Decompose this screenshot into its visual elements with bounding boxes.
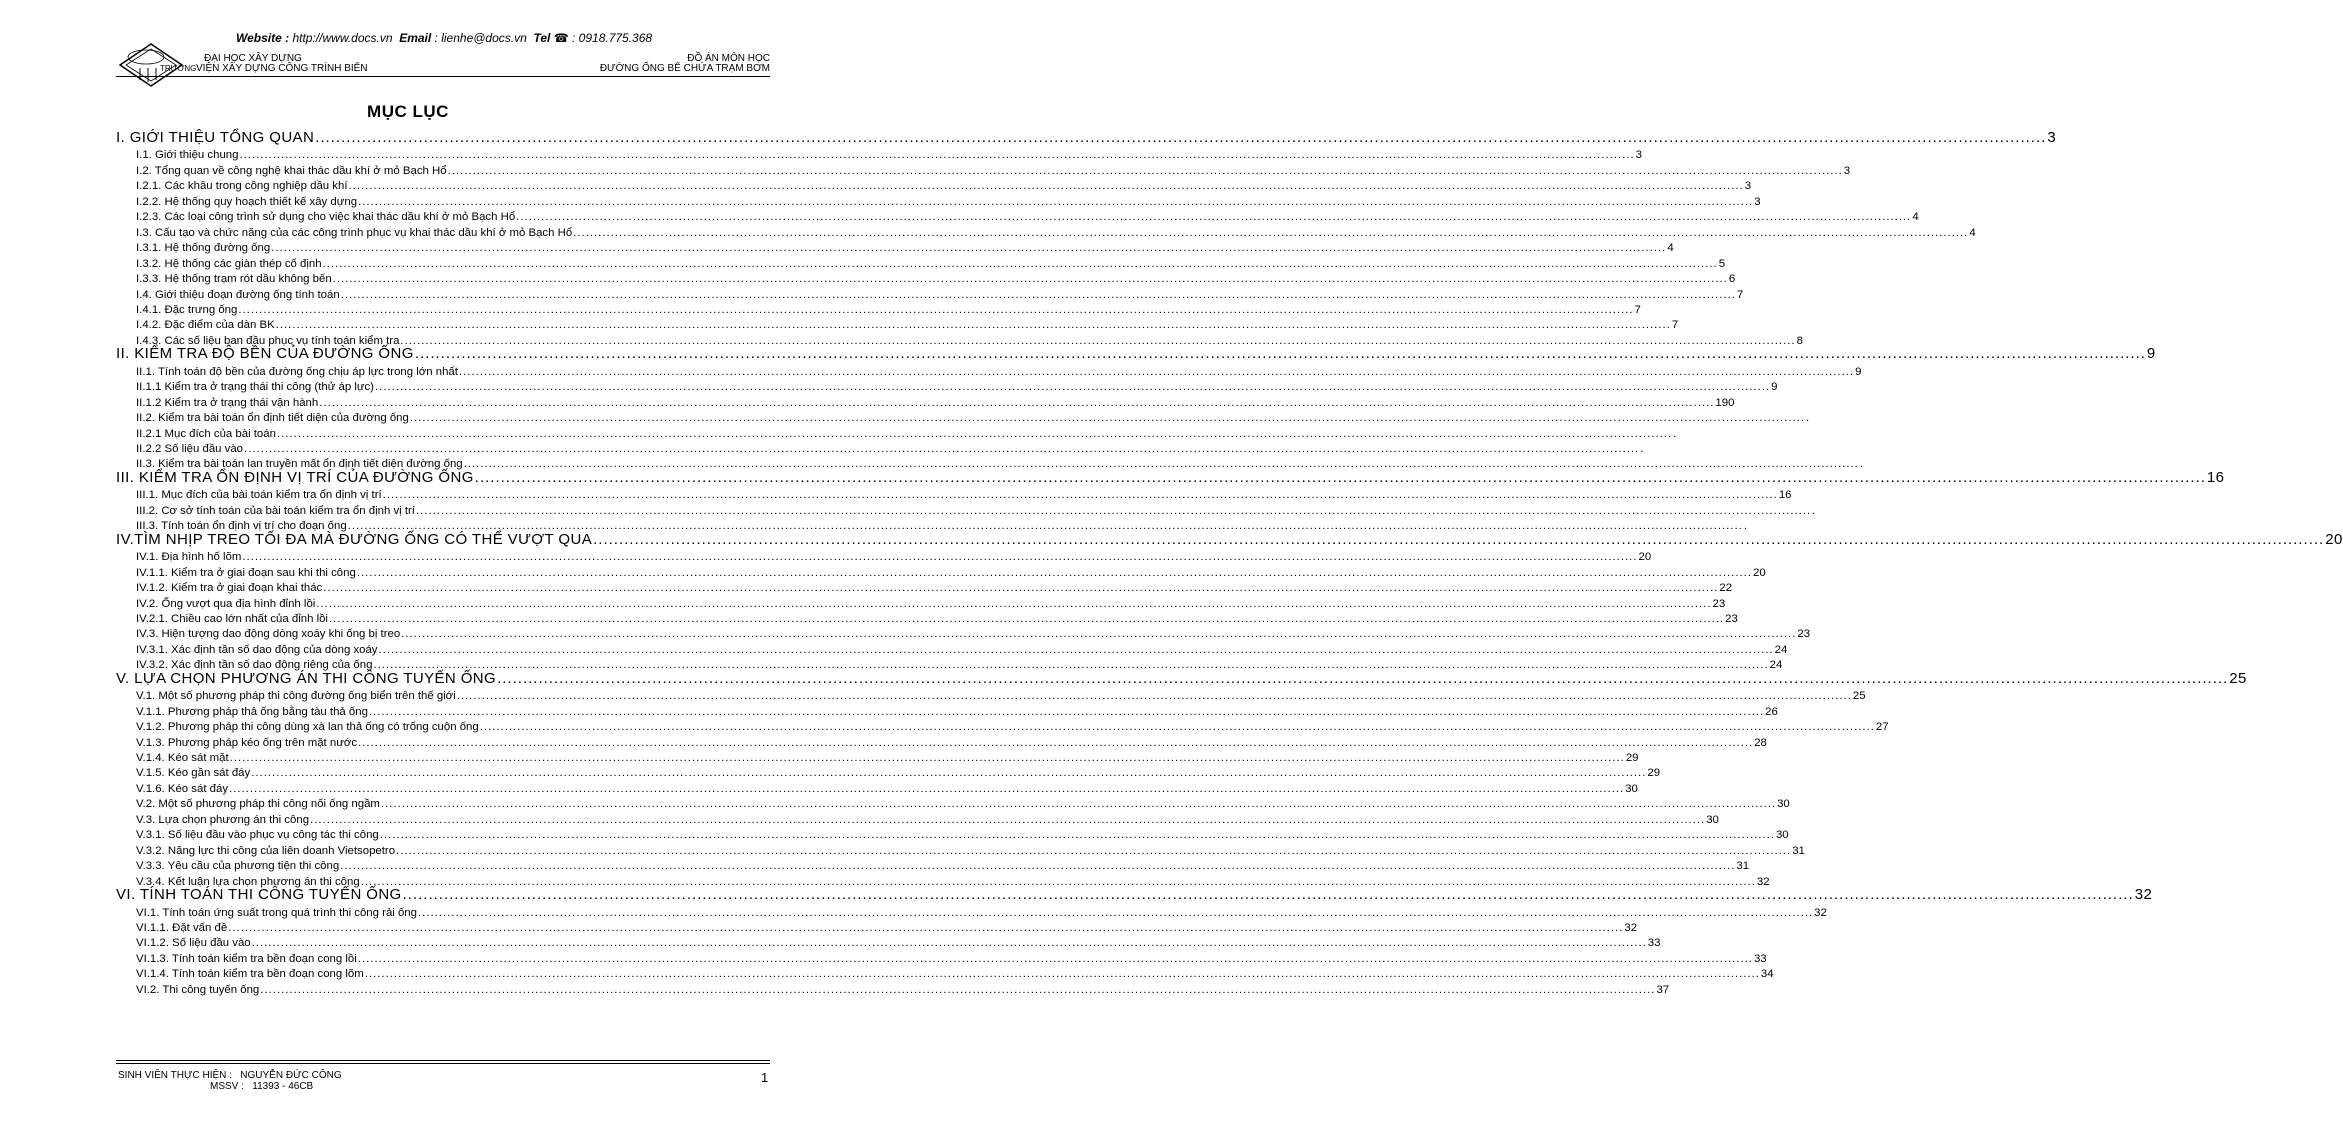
toc-entry-page: 32 [2134, 886, 2153, 903]
toc-dot-leader [459, 366, 1854, 378]
toc-dot-leader [310, 814, 1705, 826]
toc-entry-title: III. KIỂM TRA ỔN ĐỊNH VỊ TRÍ CỦA ĐƯỜNG ỐNG [116, 468, 474, 486]
toc-dot-leader [239, 149, 1634, 161]
toc-entry-title: I.3. Cấu tạo và chức năng của các công trình phục vụ khai thác dầu khí ở mỏ Bạch Hổ [136, 226, 573, 239]
toc-entry-page: 23 [1725, 613, 1738, 625]
footer-divider-second [116, 1063, 770, 1064]
toc-entry-page: 20 [1638, 551, 1652, 564]
toc-entry-page: 4 [1912, 211, 1919, 224]
toc-entry-page: 6 [1728, 273, 1736, 285]
toc-entry-title: II. KIỂM TRA ĐỘ BỀN CỦA ĐƯỜNG ỐNG [116, 345, 414, 363]
website-url[interactable]: http://www.docs.vn [292, 31, 393, 45]
toc-entry-page: 32 [1814, 906, 1827, 919]
toc-entry-page: 7 [1671, 319, 1679, 332]
toc-entry-title: I.4.1. Đặc trưng ống [136, 303, 238, 316]
toc-entry-page: 20 [2325, 530, 2343, 548]
toc-dot-leader [410, 412, 1805, 424]
toc-dot-leader [401, 628, 1796, 640]
toc-subsection-entry[interactable] [136, 736, 1767, 749]
toc-entry-title: II.2.1 Mục đích của bài toán [136, 427, 276, 440]
toc-entry-title: I.2.3. Các loại công trình sử dụng cho việc khai thác dầu khí ở mỏ Bạch Hổ [136, 211, 516, 224]
toc-entry-title: III.3. Tính toán ổn định vị trí cho đoạn ống [136, 520, 347, 533]
toc-section-entry[interactable] [116, 530, 2343, 548]
toc-section-entry[interactable] [116, 669, 2247, 687]
toc-entry-page: 22 [1719, 582, 1733, 594]
toc-subsection-entry[interactable] [136, 381, 1778, 394]
toc-dot-leader [323, 582, 1718, 594]
toc-entry-title: I.2.1. Các khâu trong công nghiệp dầu khí [136, 180, 348, 193]
toc-subsection-entry[interactable] [136, 303, 1641, 316]
toc-dot-leader [375, 381, 1770, 393]
toc-entry-page: 16 [2206, 468, 2225, 486]
footer-student-info [118, 1070, 342, 1092]
toc-entry-title: VI.1.3. Tính toán kiểm tra bền đoạn cong lồi [136, 952, 357, 965]
toc-entry-title: V.1.5. Kéo gần sát đáy [136, 767, 251, 780]
toc-entry-page: 16 [1778, 489, 1792, 502]
toc-entry-page: 24 [1774, 643, 1788, 656]
toc-entry-page: 20 [1752, 566, 1766, 579]
toc-entry-title: III.1. Mục đích của bài toán kiểm tra ổn định vị trí [136, 489, 382, 502]
toc-subsection-entry[interactable] [136, 844, 1805, 857]
toc-entry-page: 30 [1777, 798, 1790, 811]
toc-subsection-entry[interactable] [136, 396, 1735, 409]
toc-entry-page: 32 [1624, 921, 1638, 934]
toc-dot-leader [369, 706, 1764, 718]
toc-entry-title: V.1. Một số phương pháp thi công đường ống biển trên thế giới [136, 690, 456, 703]
toc-subsection-entry[interactable] [136, 628, 1811, 641]
toc-dot-leader [396, 845, 1791, 857]
toc-subsection-entry[interactable] [136, 813, 1719, 826]
toc-dot-leader [230, 752, 1625, 764]
toc-subsection-entry[interactable] [136, 195, 1761, 208]
toc-entry-page: 7 [1634, 303, 1641, 316]
toc-dot-leader [358, 737, 1753, 749]
toc-entry-title: V.3.3. Yêu cầu của phương tiện thi công [136, 860, 340, 873]
toc-entry-page: 7 [1736, 288, 1744, 301]
toc-entry-title: IV.2. Ống vượt qua địa hình đỉnh lồi [136, 597, 316, 610]
toc-entry-title: IV.3. Hiện tượng dao động dòng xoáy khi ống bị treo [136, 628, 401, 641]
toc-dot-leader [229, 783, 1624, 795]
toc-entry-title: IV.1. Địa hình hố lõm [136, 551, 242, 564]
toc-dot-leader [341, 289, 1736, 301]
toc-entry-page: 31 [1736, 860, 1750, 873]
toc-entry-page: 34 [1760, 968, 1774, 981]
toc-entry-page: 25 [2229, 669, 2247, 687]
toc-dot-leader [319, 397, 1714, 409]
toc-entry-title: VI. TÍNH TOÁN THI CÔNG TUYẾN ỐNG [116, 886, 402, 903]
mssv-label: MSSV : [210, 1081, 244, 1092]
toc-entry-title: VI.1.4. Tính toán kiểm tra bền đoạn cong lõm [136, 968, 364, 981]
toc-dot-leader [315, 129, 2046, 146]
toc-subsection-entry[interactable] [136, 566, 1766, 579]
toc-entry-title: V.2. Một số phương pháp thi công nối ống ngầm [136, 798, 380, 811]
tel-label: Tel [533, 31, 551, 45]
toc-section-entry[interactable] [116, 886, 2153, 903]
toc-subsection-entry[interactable] [136, 504, 1816, 517]
toc-entry-page: 32 [1756, 875, 1770, 888]
toc-entry-page: 24 [1769, 659, 1783, 672]
toc-subsection-entry[interactable] [136, 721, 1889, 734]
toc-dot-leader [244, 443, 1639, 455]
toc-dot-leader [357, 567, 1752, 579]
toc-entry-title: IV.3.2. Xác định tần số dao động riêng của ống [136, 659, 373, 672]
toc-subsection-entry[interactable] [136, 798, 1790, 811]
toc-dot-leader [252, 937, 1647, 949]
toc-entry-title: II.2.2 Số liệu đầu vào [136, 443, 244, 455]
toc-entry-page: 33 [1647, 937, 1661, 950]
toc-subsection-entry[interactable] [136, 164, 1851, 177]
toc-dot-leader [457, 690, 1852, 702]
toc-entry-page: 27 [1875, 721, 1889, 734]
toc-entry-title: I.2.2. Hệ thống quy hoạch thiết kế xây dựng [136, 195, 358, 208]
toc-subsection-entry[interactable] [136, 443, 1644, 455]
toc-subsection-entry[interactable] [136, 921, 1638, 934]
toc-entry-page: . [1806, 412, 1810, 425]
toc-dot-leader [415, 345, 2146, 362]
toc-entry-title: IV.1.2. Kiểm tra ở giai đoạn khai thác [136, 582, 323, 594]
toc-subsection-entry[interactable] [136, 767, 1661, 780]
toc-entry-title: II.1.2 Kiểm tra ở trạng thái vận hành [136, 396, 319, 409]
toc-subsection-entry[interactable] [136, 782, 1638, 795]
toc-subsection-entry[interactable] [136, 211, 1919, 224]
toc-subsection-entry[interactable] [136, 365, 1862, 378]
toc-entry-page: . [1859, 458, 1863, 471]
toc-entry-title: VI.1.1. Đặt vấn đề [136, 921, 228, 934]
toc-subsection-entry[interactable] [136, 643, 1788, 656]
toc-entry-title: I.3.1. Hệ thống đường ống [136, 242, 271, 255]
toc-dot-leader [277, 428, 1672, 440]
toc-entry-page: 30 [1625, 782, 1638, 795]
toc-subsection-entry[interactable] [136, 149, 1642, 162]
toc-subsection-entry[interactable] [136, 273, 1736, 285]
toc-subsection-entry[interactable] [136, 412, 1810, 425]
toc-entry-page: 23 [1712, 597, 1726, 610]
toc-entry-page: 9 [1855, 365, 1862, 378]
student-label: SINH VIÊN THỰC HIỆN : [118, 1070, 232, 1081]
website-label: Website : [236, 31, 290, 45]
footer-divider [116, 1060, 770, 1061]
toc-entry-title: VI.1.2. Số liệu đầu vào [136, 937, 251, 950]
toc-entry-page: 29 [1625, 752, 1639, 764]
toc-dot-leader [242, 551, 1637, 563]
toc-subsection-entry[interactable] [136, 752, 1639, 764]
toc-entry-page: 3 [1635, 149, 1642, 162]
toc-entry-title: V.3. Lựa chọn phương án thi công [136, 813, 310, 826]
toc-dot-leader [260, 984, 1655, 996]
student-name: NGUYỄN ĐỨC CÔNG [240, 1070, 342, 1081]
page-number: 1 [761, 1070, 769, 1085]
toc-dot-leader [379, 644, 1774, 656]
toc-subsection-entry[interactable] [136, 242, 1674, 255]
toc-entry-title: VI.1. Tính toán ứng suất trong quá trình thi công rải ống [136, 906, 417, 919]
toc-entry-title: I. GIỚI THIỆU TỔNG QUAN [116, 129, 315, 146]
toc-entry-title: II.2. Kiểm tra bài toán ổn định tiết diện của đường ống [136, 412, 409, 425]
toc-entry-title: II.3. Kiểm tra bài toán lan truyền mất ổn định tiết diện đường ống [136, 458, 463, 471]
toc-dot-leader [329, 613, 1724, 625]
toc-dot-leader [497, 670, 2228, 687]
toc-dot-leader [516, 211, 1911, 223]
toc-entry-page: 9 [2146, 345, 2156, 363]
toc-entry-title: V. LỰA CHỌN PHƯƠNG ÁN THI CÔNG TUYẾN ỐNG [116, 669, 497, 687]
toc-dot-leader [251, 767, 1646, 779]
toc-entry-title: II.1.1 Kiểm tra ở trạng thái thi công (thử áp lực) [136, 381, 374, 394]
toc-subsection-entry[interactable] [136, 288, 1744, 301]
toc-entry-title: V.3.1. Số liệu đầu vào phục vụ công tác thi công [136, 829, 379, 842]
toc-entry-page: 3 [1744, 180, 1752, 193]
email-label: Email [399, 31, 432, 45]
toc-dot-leader [340, 860, 1735, 872]
toc-entry-page: 23 [1797, 628, 1811, 641]
toc-subsection-entry[interactable] [136, 551, 1652, 564]
page-title: MỤC LỤC [367, 102, 449, 121]
toc-subsection-entry[interactable] [136, 860, 1750, 873]
toc-entry-title: I.4.3. Các số liệu ban đầu phục vụ tính toán kiểm tra [136, 334, 400, 347]
toc-subsection-entry[interactable] [136, 705, 1778, 718]
project-name: ĐƯỜNG ỐNG BỂ CHỨA TRẠM BƠM [599, 63, 770, 74]
phone-icon: ☎ [553, 31, 569, 45]
toc-section-entry[interactable] [116, 345, 2156, 363]
toc-subsection-entry[interactable] [136, 427, 1677, 440]
toc-subsection-entry[interactable] [136, 597, 1726, 610]
toc-subsection-entry[interactable] [136, 937, 1661, 950]
toc-entry-title: VI.2. Thi công tuyến ống [136, 983, 260, 996]
toc-entry-page: 8 [1796, 334, 1803, 347]
toc-entry-page: 31 [1792, 844, 1805, 857]
toc-entry-title: II.1. Tính toán độ bền của đường ống chịu áp lực trong lớn nhất [136, 365, 458, 378]
toc-subsection-entry[interactable] [136, 968, 1774, 981]
toc-subsection-entry[interactable] [136, 690, 1866, 703]
toc-entry-page: 30 [1706, 813, 1719, 826]
toc-dot-leader [358, 196, 1753, 208]
toc-entry-title: I.3.2. Hệ thống các giàn thép cố định [136, 257, 322, 270]
toc-entry-title: I.4. Giới thiệu đoạn đường ống tính toán [136, 288, 340, 301]
toc-subsection-entry[interactable] [136, 180, 1752, 193]
toc-dot-leader [271, 242, 1666, 254]
toc-dot-leader [448, 165, 1843, 177]
toc-entry-title: V.3.2. Năng lực thi công của liên doanh Vietsopetro [136, 844, 396, 857]
toc-entry-title: I.3.3. Hệ thống trạm rót dầu không bến [136, 273, 332, 285]
toc-dot-leader [418, 907, 1813, 919]
mssv-value: 11393 - 46CB [252, 1081, 314, 1092]
toc-subsection-entry[interactable] [136, 226, 1976, 239]
institute-name: VIỆN XÂY DỰNG CÔNG TRÌNH BIỂN [196, 63, 368, 74]
toc-entry-title: I.2. Tổng quan về công nghệ khai thác dầu khí ở mỏ Bạch Hổ [136, 164, 447, 177]
toc-entry-page: . [1812, 504, 1816, 517]
toc-entry-title: IV.3.1. Xác định tần số dao động của dòng xoáy [136, 643, 378, 656]
toc-dot-leader [333, 273, 1728, 285]
toc-subsection-entry[interactable] [136, 319, 1679, 332]
toc-entry-page: 4 [1969, 226, 1976, 239]
toc-subsection-entry[interactable] [136, 613, 1738, 625]
toc-entry-title: IV.2.1. Chiều cao lớn nhất của đỉnh lồi [136, 613, 328, 625]
toc-entry-title: I.4.2. Đặc điểm của dàn BK [136, 319, 275, 332]
toc-entry-page: 5 [1718, 257, 1726, 270]
toc-section-entry[interactable] [116, 129, 2057, 146]
toc-entry-title: IV.1.1. Kiểm tra ở giai đoạn sau khi thi công [136, 566, 356, 579]
toc-dot-leader [383, 489, 1778, 501]
phone-number: : 0918.775.368 [572, 31, 653, 45]
toc-entry-page: . [1743, 520, 1748, 533]
toc-entry-title: V.1.2. Phương pháp thi công dùng xà lan thả ống có trống cuộn ống [136, 721, 479, 734]
toc-dot-leader [349, 180, 1744, 192]
toc-entry-page: 9 [1771, 381, 1778, 394]
toc-dot-leader [593, 531, 2324, 548]
toc-section-entry[interactable] [116, 468, 2225, 486]
toc-subsection-entry[interactable] [136, 952, 1767, 965]
logo-text: TRƯỜNG [160, 64, 197, 73]
email-address[interactable]: : lienhe@docs.vn [434, 31, 527, 45]
toc-dot-leader [573, 227, 1968, 239]
project-type: ĐỒ ÁN MÔN HỌC [687, 53, 770, 64]
toc-dot-leader [238, 304, 1633, 316]
toc-entry-page: . [1673, 427, 1677, 440]
toc-dot-leader [228, 922, 1623, 934]
toc-entry-page: 30 [1775, 829, 1789, 842]
toc-entry-page: 29 [1647, 767, 1661, 780]
toc-entry-page: 25 [1852, 690, 1866, 703]
toc-subsection-entry[interactable] [136, 257, 1726, 270]
toc-subsection-entry[interactable] [136, 983, 1670, 996]
toc-dot-leader [381, 798, 1776, 810]
toc-entry-page: 28 [1754, 736, 1767, 749]
toc-entry-title: III.2. Cơ sở tính toán của bài toán kiểm tra ổn định vị trí [136, 504, 415, 517]
toc-entry-title: V.1.4. Kéo sát mặt [136, 752, 229, 764]
toc-entry-title: V.3.4. Kết luận lựa chọn phương án thi công [136, 875, 360, 888]
toc-entry-page: 3 [1843, 164, 1851, 177]
toc-entry-page: 4 [1667, 242, 1674, 255]
toc-dot-leader [276, 319, 1671, 331]
toc-entry-page: 33 [1753, 952, 1767, 965]
toc-entry-title: V.1.1. Phương pháp thả ống bằng tàu thả ống [136, 705, 368, 718]
toc-dot-leader [316, 598, 1711, 610]
toc-subsection-entry[interactable] [136, 906, 1827, 919]
toc-entry-page: 3 [2047, 129, 2057, 146]
toc-dot-leader [480, 721, 1875, 733]
toc-dot-leader [416, 505, 1811, 517]
toc-entry-title: I.1. Giới thiệu chung [136, 149, 239, 162]
university-name: ĐẠI HỌC XÂY DỰNG [204, 53, 302, 64]
toc-subsection-entry[interactable] [136, 489, 1792, 502]
toc-entry-title: V.1.3. Phương pháp kéo ống trên mặt nước [136, 736, 358, 749]
toc-dot-leader [380, 829, 1775, 841]
toc-dot-leader [403, 886, 2134, 903]
toc-entry-title: V.1.6. Kéo sát đáy [136, 782, 229, 795]
toc-dot-leader [365, 968, 1760, 980]
toc-entry-title: IV.TÌM NHỊP TREO TỐI ĐA MÀ ĐƯỜNG ỐNG CÓ THỂ VƯỢT QUA [116, 530, 593, 548]
toc-entry-page: 37 [1656, 983, 1670, 996]
toc-subsection-entry[interactable] [136, 829, 1789, 842]
toc-dot-leader [475, 469, 2206, 486]
toc-dot-leader [358, 953, 1753, 965]
toc-entry-page: 190 [1715, 396, 1735, 409]
toc-entry-page: 3 [1754, 195, 1761, 208]
toc-entry-page: 26 [1765, 705, 1778, 718]
toc-subsection-entry[interactable] [136, 582, 1733, 594]
toc-entry-page: . [1640, 443, 1644, 455]
toc-dot-leader [323, 258, 1718, 270]
